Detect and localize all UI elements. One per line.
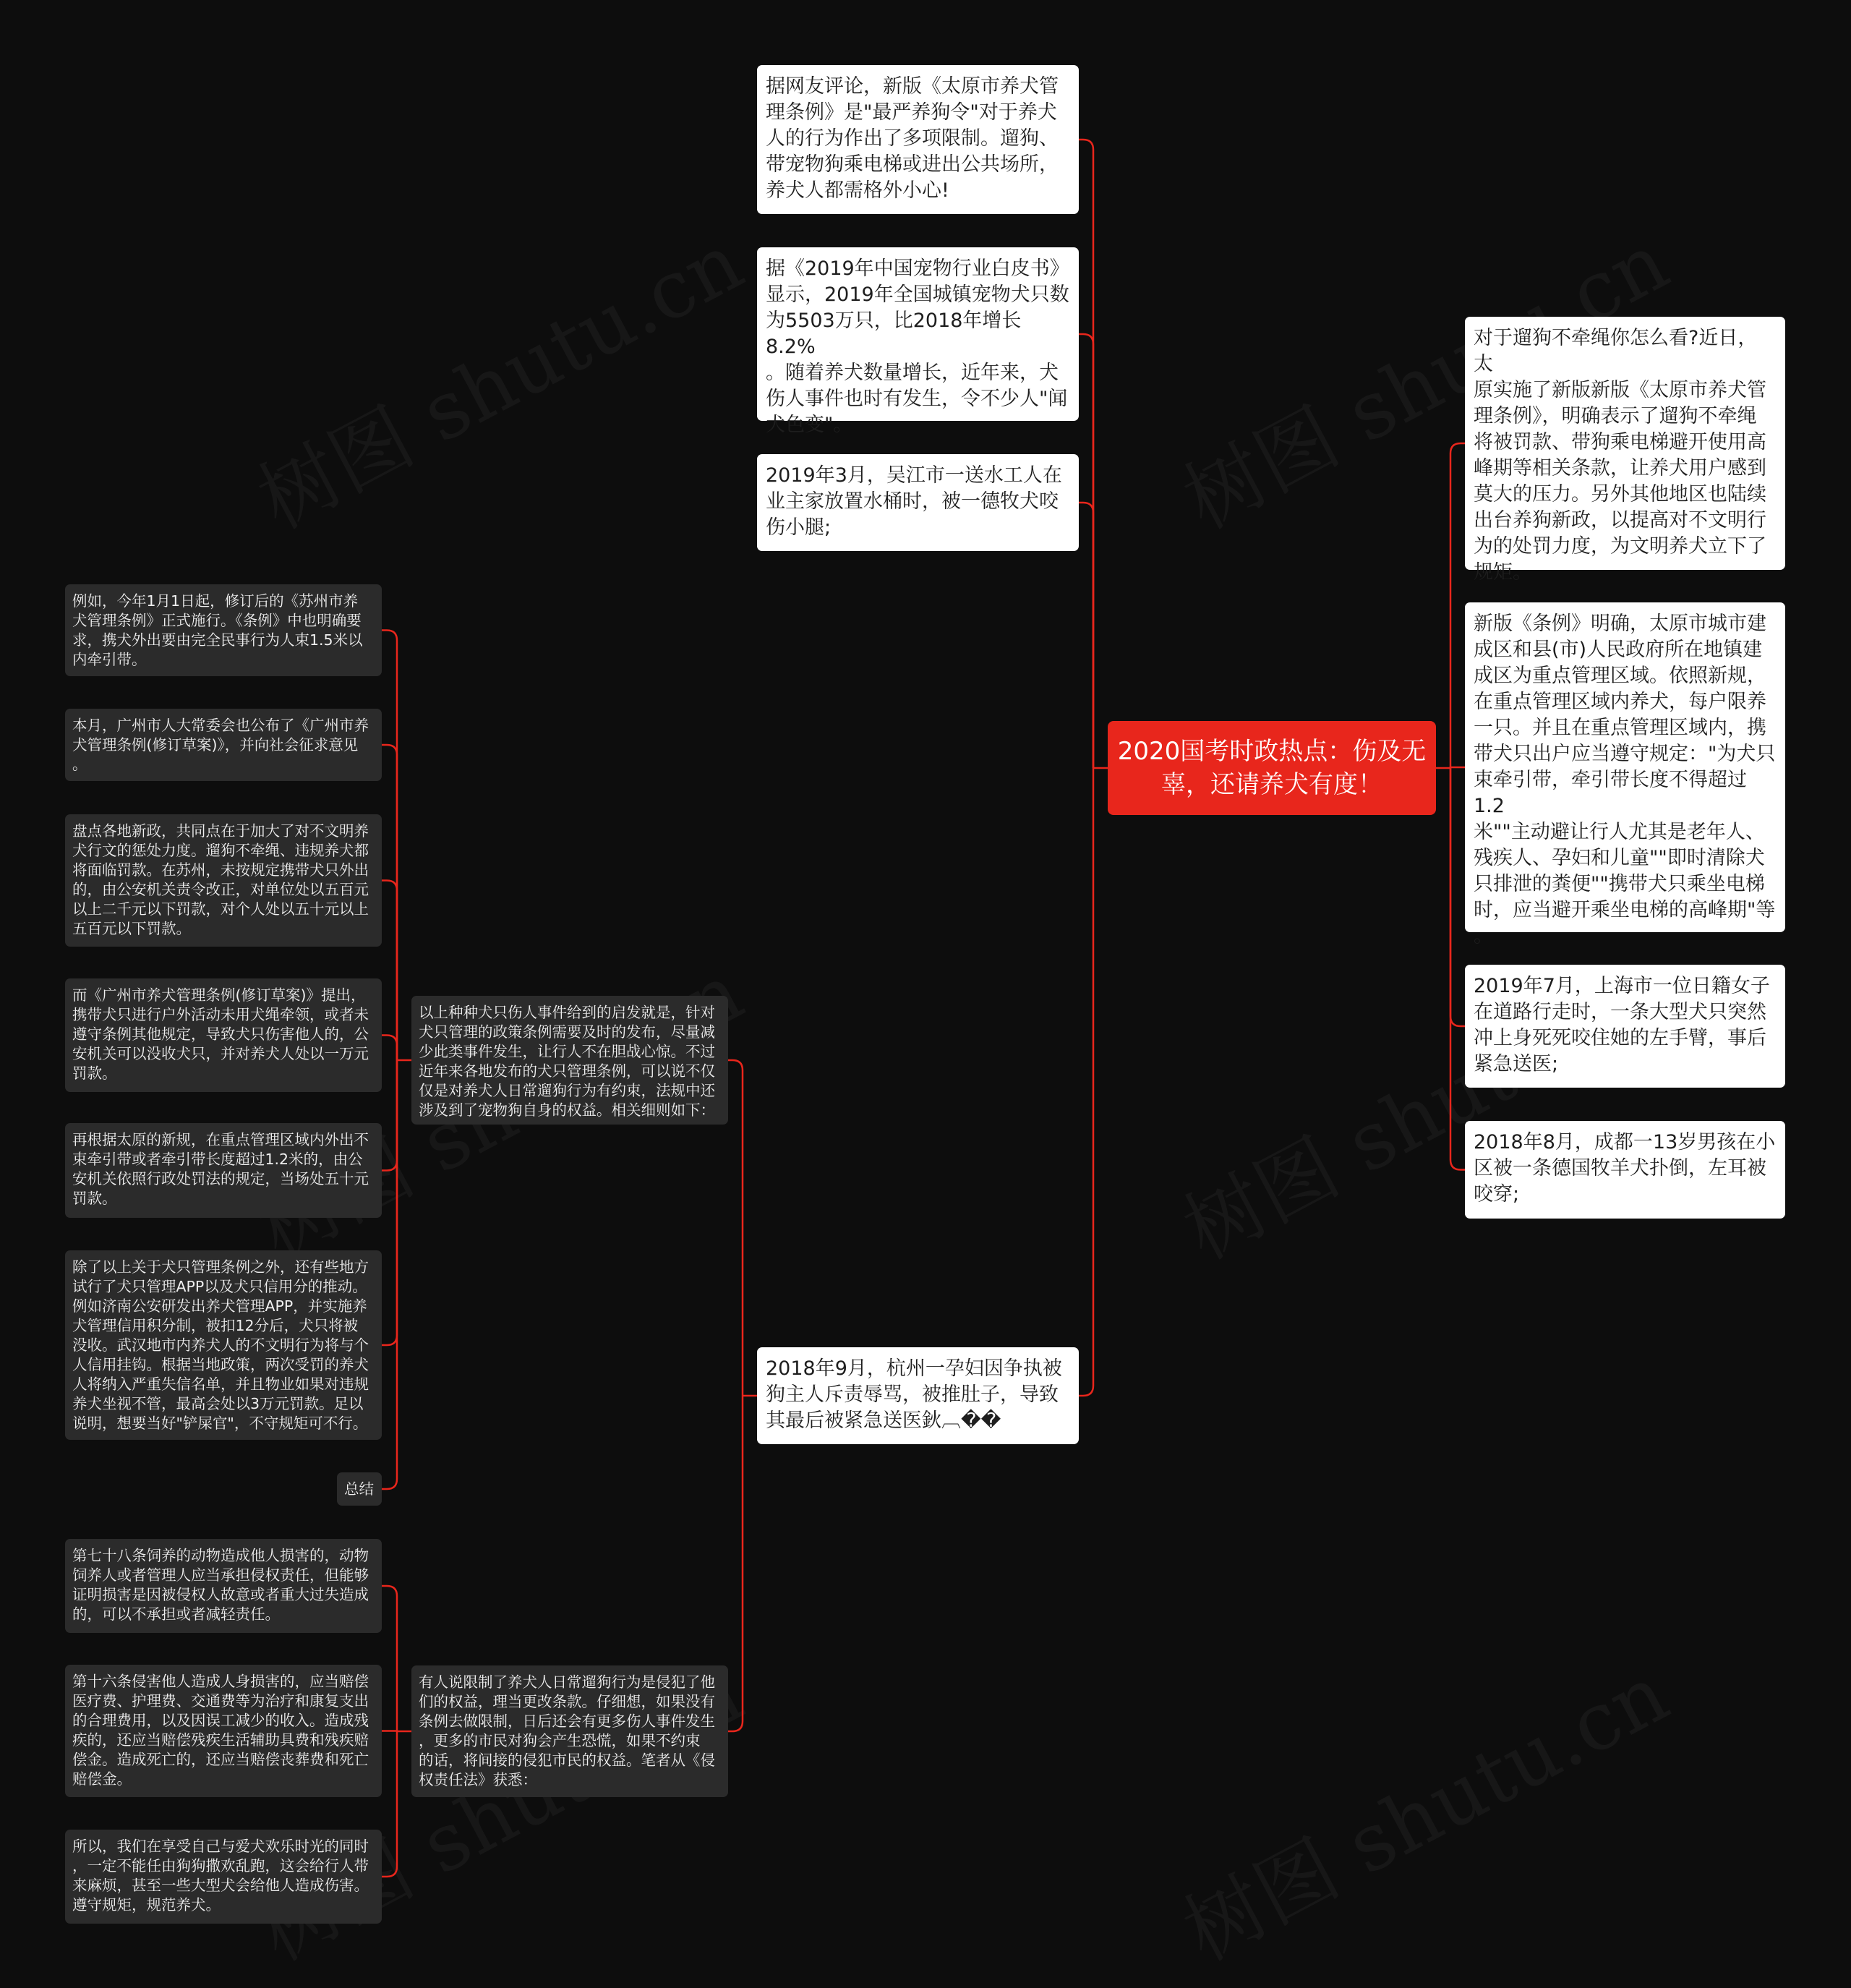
connector-line xyxy=(382,1060,397,1345)
right-branch-node[interactable]: 2019年7月，上海市一位日籍女子 在道路行走时，一条大型犬只突然 冲上身死死咬住她的左手臂，事后 紧急送医; xyxy=(1465,965,1785,1088)
connector-line xyxy=(1079,140,1093,768)
connector-line xyxy=(1450,768,1465,1026)
connector-line xyxy=(1079,334,1093,768)
detail-leaf[interactable]: 盘点各地新政，共同点在于加大了对不文明养 犬行文的惩处力度。遛狗不牵绳、违规养犬都 将面临罚款。在苏州，未按规定携带犬只外出 的，由公安机关责令改正，对单位处以五百元 以上二千元以下罚款，对个人处以五十元以上 五百元以下罚款。 xyxy=(65,814,382,947)
sub-node[interactable]: 有人说限制了养犬人日常遛狗行为是侵犯了他 们的权益，理当更改条款。仔细想，如果没有 条例去做限制，日后还会有更多伤人事件发生 ，更多的市民对狗会产生恐慌，如果不约束 的话，将间接的侵犯市民的权益。笔者从《侵 权责任法》获悉： xyxy=(411,1665,728,1797)
sub-node[interactable]: 以上种种犬只伤人事件给到的启发就是，针对 犬只管理的政策条例需要及时的发布，尽量减 少此类事件发生，让行人不在胆战心惊。不过 近年来各地发布的犬只管理条例，可以说不仅 仅是对养犬人日常遛狗行为有约束，法规中还 涉及到了宠物狗自身的权益。相关细则如下： xyxy=(411,996,728,1125)
detail-leaf[interactable]: 再根据太原的新规，在重点管理区域内外出不 束牵引带或者牵引带长度超过1.2米的，由公 安机关依照行政处罚法的规定，当场处五十元 罚款。 xyxy=(65,1123,382,1218)
connector-line xyxy=(382,631,397,1061)
left-branch-node[interactable]: 据网友评论，新版《太原市养犬管 理条例》是"最严养狗令"对于养犬 人的行为作出了多项限制。遛狗、 带宠物狗乘电梯或进出公共场所， 养犬人都需格外小心! xyxy=(757,65,1079,214)
connector-line xyxy=(1079,768,1093,1396)
connector-line xyxy=(728,1060,743,1396)
detail-leaf-summary[interactable]: 总结 xyxy=(337,1472,382,1506)
connector-line xyxy=(382,1586,397,1731)
root-topic[interactable]: 2020国考时政热点：伤及无辜，还请养犬有度！ xyxy=(1108,721,1436,815)
connector-line xyxy=(382,1036,397,1061)
connector-line xyxy=(382,1731,397,1877)
connector-line xyxy=(1450,768,1465,1170)
right-branch-node[interactable]: 对于遛狗不牵绳你怎么看?近日，太 原实施了新版新版《太原市养犬管 理条例》，明确表示了遛狗不牵绳 将被罚款、带狗乘电梯避开使用高 峰期等相关条款，让养犬用户感到 莫大的压力。另外其他地区也陆续 出台养狗新政，以提高对不文明行 为的处罚力度，为文明养犬立下了 规矩。 xyxy=(1465,317,1785,570)
connector-line xyxy=(382,881,397,1061)
detail-leaf[interactable]: 除了以上关于犬只管理条例之外，还有些地方 试行了犬只管理APP以及犬只信用分的推动。 例如济南公安研发出养犬管理APP，并实施养 犬管理信用积分制，被扣12分后，犬只将被 没收。武汉地市内养犬人的不文明行为将与个 人信用挂钩。根据当地政策，两次受罚的养犬 人将纳入严重失信名单，并且物业如果对违规 养犬坐视不管，最高会处以3万元罚款。足以 说明，想要当好"铲屎官"，不守规矩可不行。 xyxy=(65,1250,382,1440)
left-branch-node[interactable]: 2018年9月，杭州一孕妇因争执被 狗主人斥责辱骂，被推肚子，导致 其最后被紧急送医鈥︹�� xyxy=(757,1347,1079,1444)
connector-line xyxy=(1450,767,1465,768)
connector-line xyxy=(382,745,397,1060)
detail-leaf[interactable]: 第十六条侵害他人造成人身损害的，应当赔偿 医疗费、护理费、交通费等为治疗和康复支出 的合理费用，以及因误工减少的收入。造成残 疾的，还应当赔偿残疾生活辅助具费和残疾赔 偿金。造成死亡的，还应当赔偿丧葬费和死亡 赔偿金。 xyxy=(65,1665,382,1797)
right-branch-node[interactable]: 新版《条例》明确，太原市城市建 成区和县(市)人民政府所在地镇建 成区为重点管理区域。依照新规， 在重点管理区域内养犬，每户限养 一只。并且在重点管理区域内，携 带犬只出户应当遵守规定："为犬只 束牵引带，牵引带长度不得超过1.2 米""主动避让行人尤其是老年人、 残疾人、孕妇和儿童""即时清除犬 只排泄的粪便""携带犬只乘坐电梯 时，应当避开乘坐电梯的高峰期"等 。 xyxy=(1465,602,1785,932)
connector-line xyxy=(382,1731,397,1732)
left-branch-node[interactable]: 2019年3月，吴江市一送水工人在 业主家放置水桶时，被一德牧犬咬 伤小腿; xyxy=(757,454,1079,551)
detail-leaf[interactable]: 所以，我们在享受自己与爱犬欢乐时光的同时 ，一定不能任由狗狗撒欢乱跑，这会给行人带 来麻烦，甚至一些大型犬会给他人造成伤害。 遵守规矩，规范养犬。 xyxy=(65,1830,382,1924)
connector-line xyxy=(1079,503,1093,768)
connector-line xyxy=(382,1060,397,1489)
connector-line xyxy=(728,1396,743,1731)
detail-leaf[interactable]: 例如，今年1月1日起，修订后的《苏州市养 犬管理条例》正式施行。《条例》中也明确要 求，携犬外出要由完全民事行为人束1.5米以 内牵引带。 xyxy=(65,584,382,676)
connector-line xyxy=(382,1060,397,1171)
detail-leaf[interactable]: 第七十八条饲养的动物造成他人损害的，动物 饲养人或者管理人应当承担侵权责任，但能够 证明损害是因被侵权人故意或者重大过失造成 的，可以不承担或者减轻责任。 xyxy=(65,1539,382,1633)
connector-line xyxy=(1450,443,1465,768)
detail-leaf[interactable]: 而《广州市养犬管理条例(修订草案)》提出， 携带犬只进行户外活动未用犬绳牵领，或者未 遵守条例其他规定，导致犬只伤害他人的，公 安机关可以没收犬只，并对养犬人处以一万元 罚款。 xyxy=(65,978,382,1092)
right-branch-node[interactable]: 2018年8月，成都一13岁男孩在小 区被一条德国牧羊犬扑倒，左耳被 咬穿; xyxy=(1465,1121,1785,1219)
detail-leaf[interactable]: 本月，广州市人大常委会也公布了《广州市养 犬管理条例(修订草案)》，并向社会征求意见 。 xyxy=(65,709,382,781)
left-branch-node[interactable]: 据《2019年中国宠物行业白皮书》 显示，2019年全国城镇宠物犬只数 为5503万只，比2018年增长8.2% 。随着养犬数量增长，近年来，犬 伤人事件也时有发生，令不少人"闻 犬色变"。 xyxy=(757,247,1079,421)
